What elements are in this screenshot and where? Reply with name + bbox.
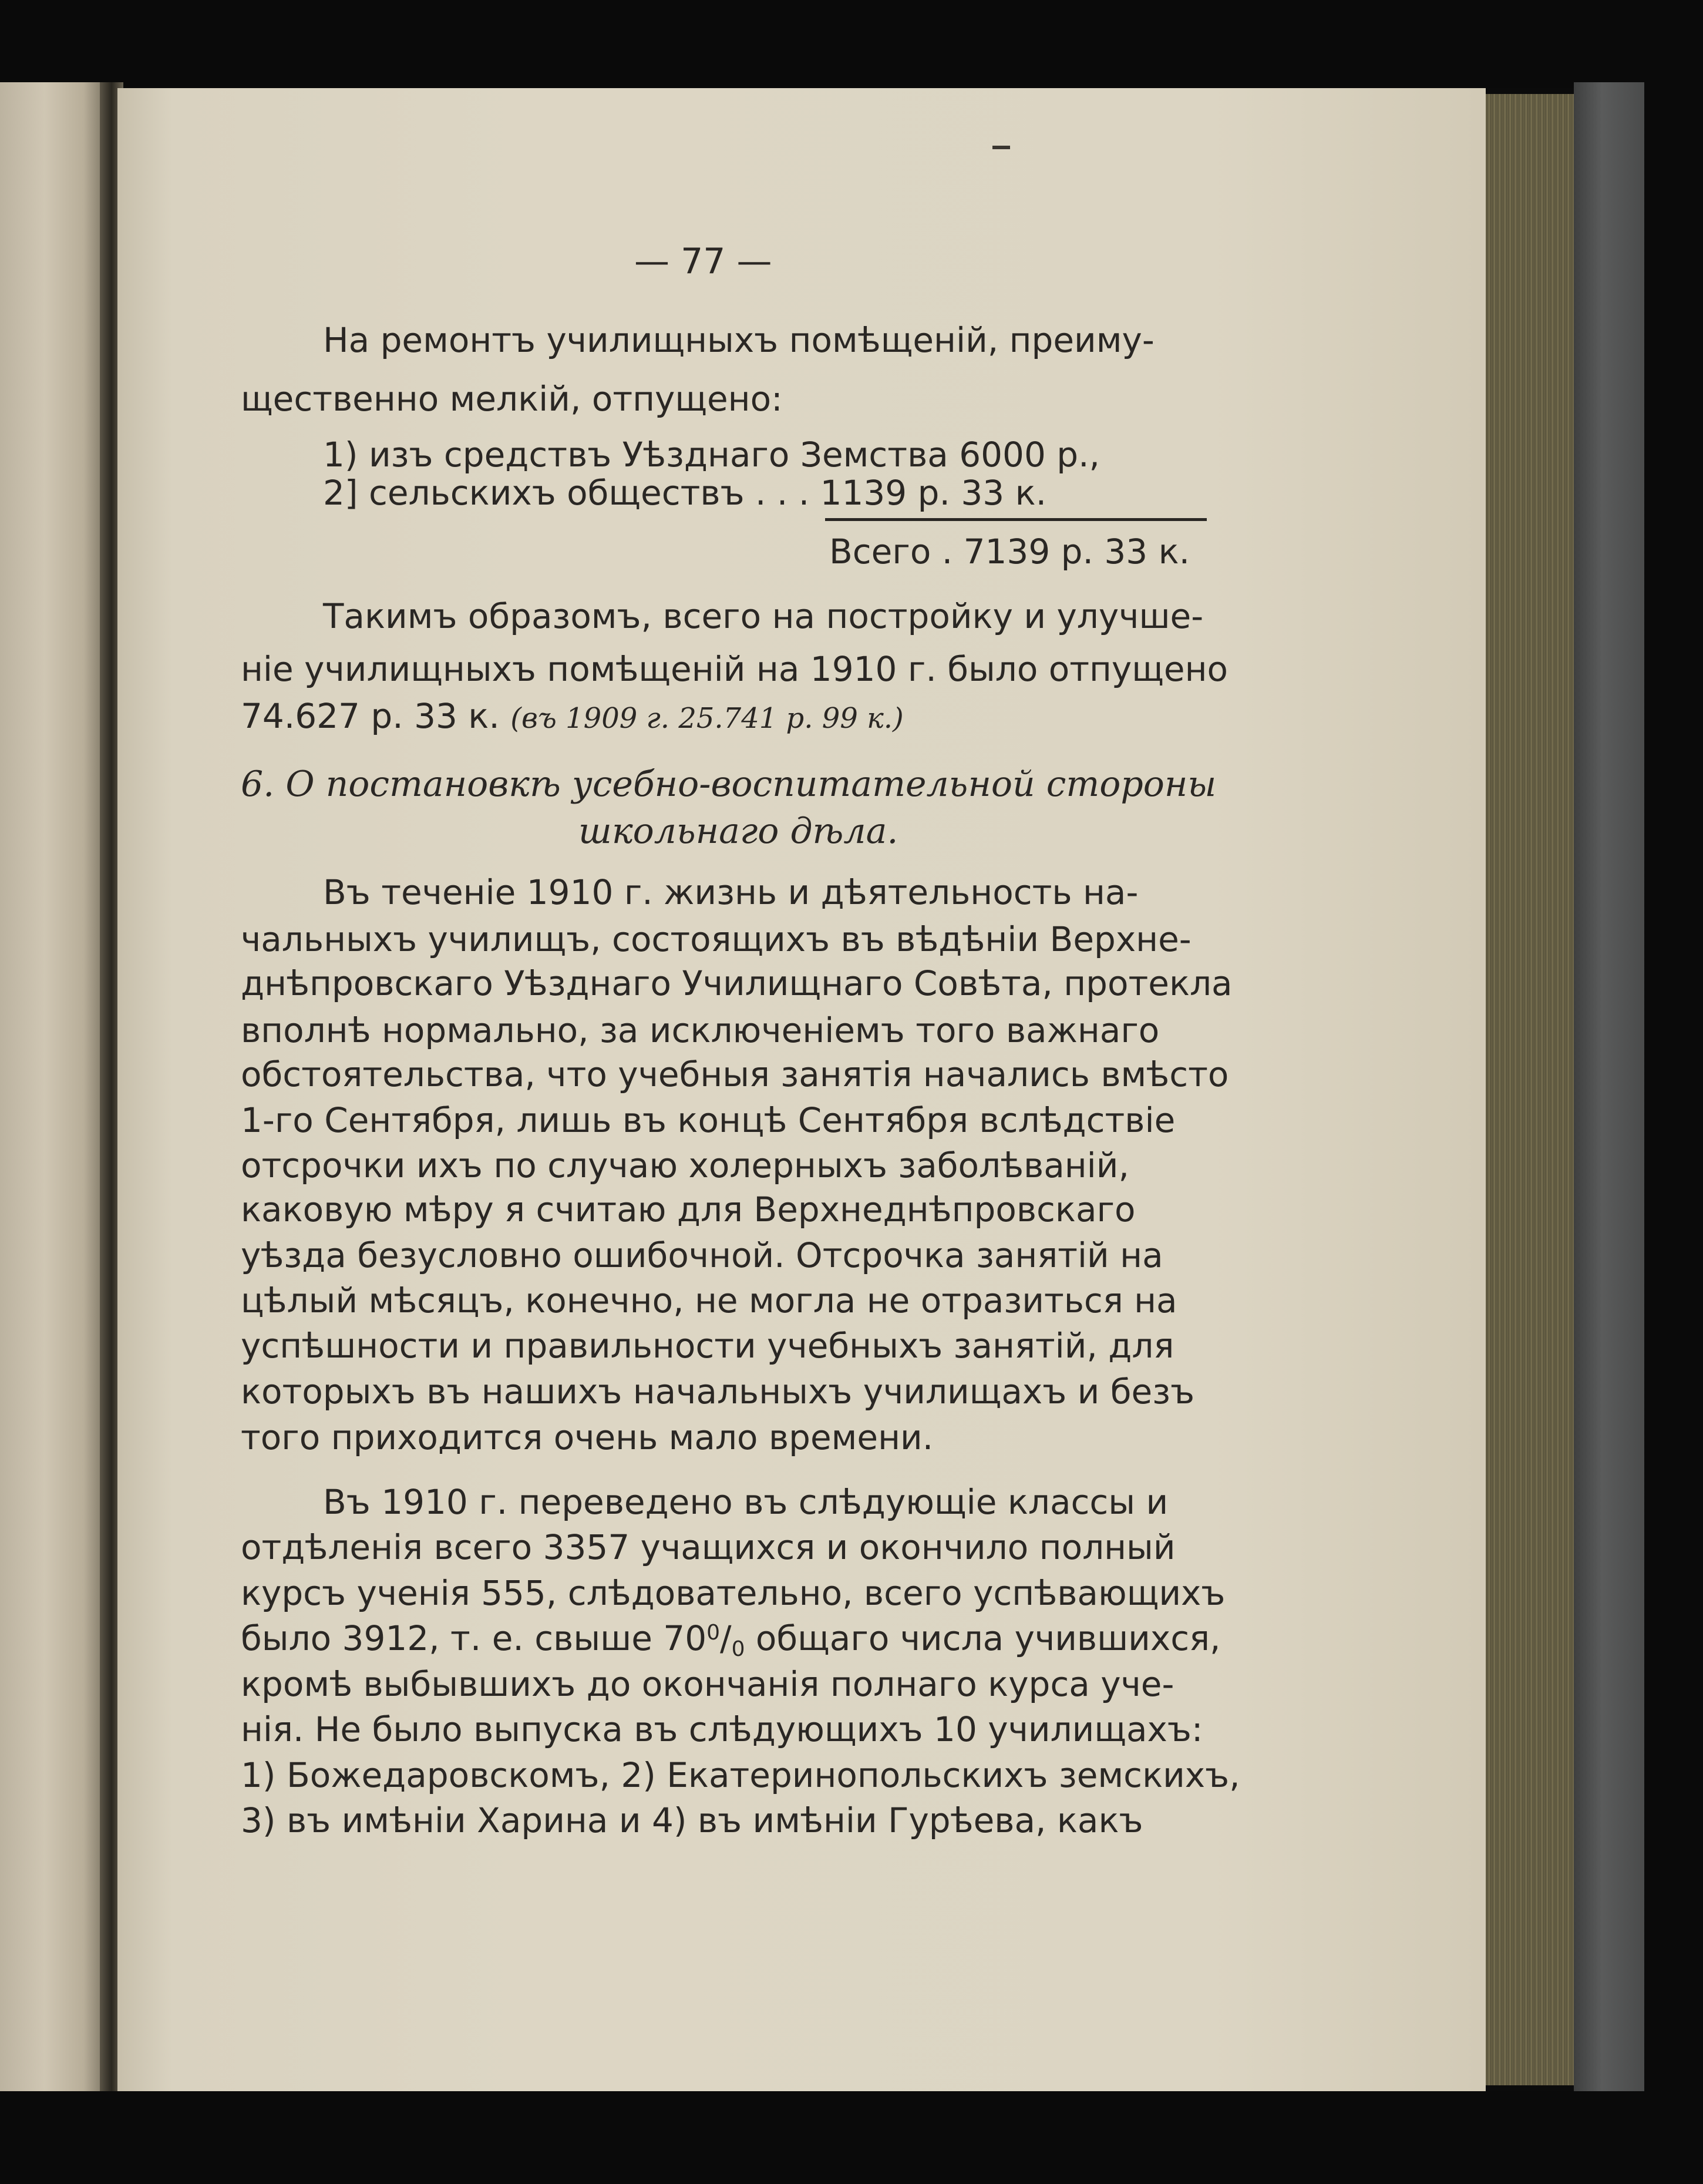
- book-cover-edge: [1574, 82, 1644, 2097]
- text-line: обстоятельства, что учебныя занятія начались вмѣсто: [241, 1054, 1229, 1094]
- left-page-edge: [0, 82, 112, 2103]
- background-bottom: [0, 2091, 1703, 2184]
- percent-sup: 0: [706, 1621, 721, 1645]
- text-line: чальныхъ училищъ, состоящихъ въ вѣдѣніи Верхне-: [241, 919, 1192, 959]
- text-line: успѣшности и правильности учебныхъ занятій, для: [241, 1326, 1174, 1366]
- text-line: нія. Не было выпуска въ слѣдующихъ 10 училищахъ:: [241, 1709, 1203, 1749]
- sum-rule: [825, 518, 1207, 521]
- text-line: которыхъ въ нашихъ начальныхъ училищахъ и безъ: [241, 1372, 1195, 1412]
- text-line: 2] сельскихъ обществъ . . . 1139 р. 33 к.: [323, 473, 1047, 513]
- line-text: На ремонтъ училищныхъ помѣщеній, преиму-: [323, 320, 1155, 360]
- section-heading-cont: школьнаго дѣла.: [578, 811, 898, 852]
- background-right: [1644, 0, 1703, 2184]
- text-line: 1) изъ средствъ Уѣзднаго Земства 6000 р.,: [323, 435, 1100, 475]
- text-line: курсъ ученія 555, слѣдовательно, всего успѣвающихъ: [241, 1573, 1226, 1613]
- text-line: отсрочки ихъ по случаю холерныхъ заболѣваній,: [241, 1145, 1129, 1185]
- text-line: вполнѣ нормально, за исключеніемъ того важнаго: [241, 1010, 1160, 1050]
- line-text-cont: общаго числа учившихся,: [755, 1618, 1221, 1658]
- ink-mark: [992, 146, 1010, 149]
- comparison-text: (въ 1909 г. 25.741 р. 99 к.): [510, 702, 904, 735]
- amount-text: 74.627 р. 33 к.: [241, 696, 500, 736]
- text-line: [323, 320, 1204, 360]
- text-line: ніе училищныхъ помѣщеній на 1910 г. было отпущено: [241, 649, 1228, 689]
- text-line: Такимъ образомъ, всего на постройку и улучше-: [323, 596, 1204, 636]
- page-number: — 77 —: [634, 241, 772, 282]
- text-line: днѣпровскаго Уѣзднаго Училищнаго Совѣта, протекла: [241, 963, 1233, 1003]
- text-line: Въ теченіе 1910 г. жизнь и дѣятельность на-: [323, 872, 1139, 912]
- text-line: 3) въ имѣніи Харина и 4) въ имѣніи Гурѣева, какъ: [241, 1800, 1143, 1840]
- text-line: 1) Божедаровскомъ, 2) Екатеринопольскихъ земскихъ,: [241, 1755, 1240, 1795]
- text-line: [241, 696, 904, 736]
- text-line: того приходится очень мало времени.: [241, 1417, 934, 1457]
- total-line: Всего . 7139 р. 33 к.: [829, 532, 1190, 572]
- background-top: [0, 0, 1703, 88]
- text-line: каковую мѣру я считаю для Верхнеднѣпровскаго: [241, 1190, 1136, 1229]
- text-line: кромѣ выбывшихъ до окончанія полнаго курса уче-: [241, 1664, 1174, 1704]
- text-line: уѣзда безусловно ошибочной. Отсрочка занятій на: [241, 1235, 1163, 1275]
- text-line: Въ 1910 г. переведено въ слѣдующіе классы и: [323, 1482, 1169, 1522]
- line-text: было 3912, т. е. свыше 70: [241, 1618, 707, 1658]
- text-line: отдѣленія всего 3357 учащихся и окончило полный: [241, 1527, 1176, 1567]
- page-stack-edge: [1486, 94, 1580, 2085]
- text-line: 1-го Сентября, лишь въ концѣ Сентября вслѣдствіе: [241, 1100, 1176, 1140]
- text-line: было 3912, т. е. свыше $70^0/_0$ общаго числа учившихся,: [241, 1618, 1221, 1661]
- text-line: цѣлый мѣсяцъ, конечно, не могла не отразиться на: [241, 1281, 1177, 1321]
- text-line: щественно мелкій, отпущено:: [241, 379, 783, 419]
- percent-sub: 0: [731, 1637, 745, 1661]
- section-heading: 6. О постановкѣ усебно-воспитательной стороны: [241, 764, 1217, 805]
